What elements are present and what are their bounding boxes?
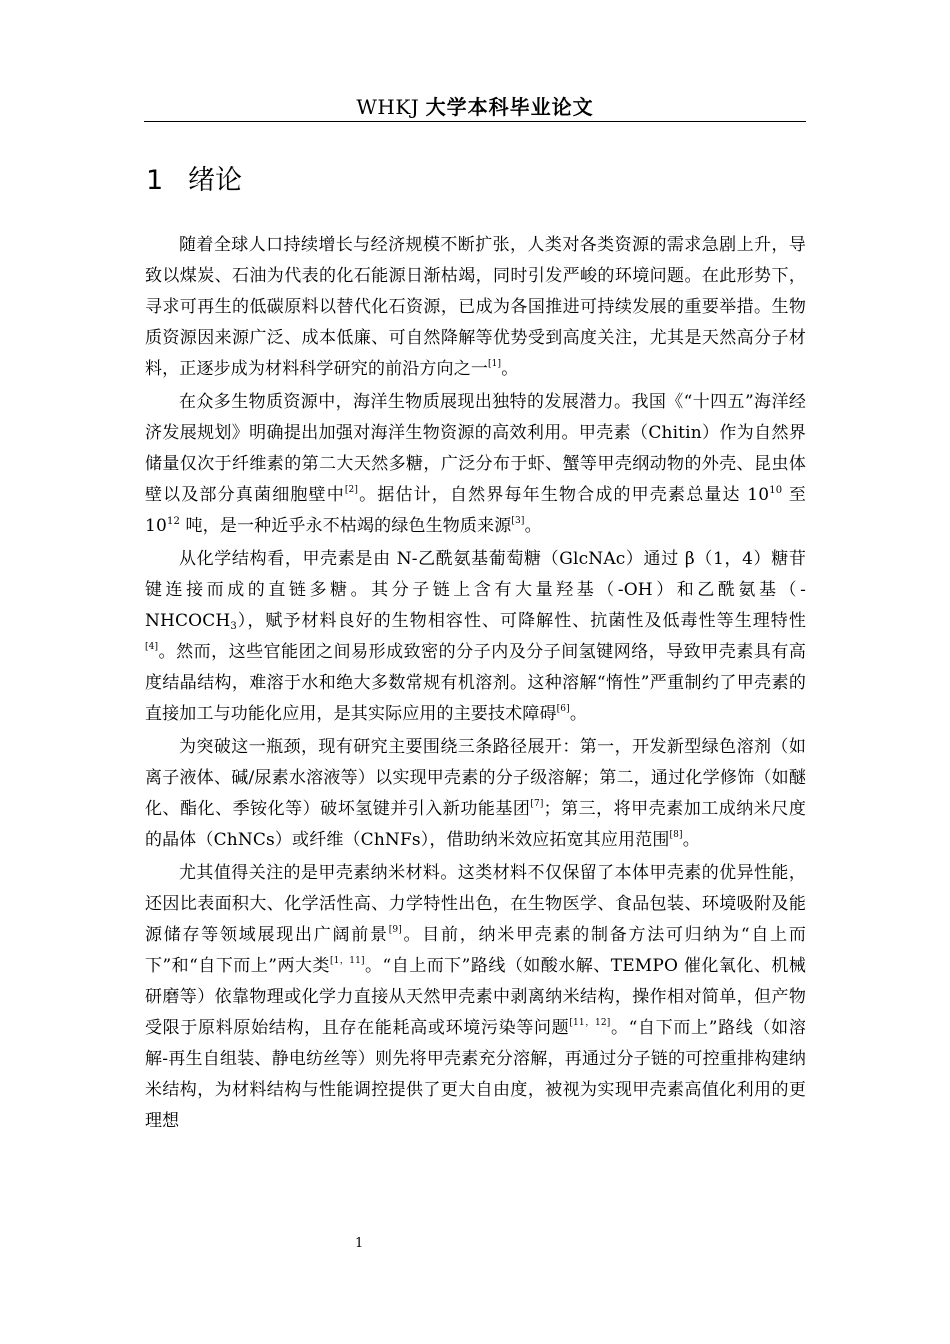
paragraph-2 — [145, 387, 806, 542]
text-run: 。 — [501, 359, 519, 379]
citation: [6] — [556, 704, 570, 714]
text-run: 。据估计，自然界每年生物合成的甲壳素总量达 10 — [358, 485, 770, 505]
citation: [1] — [488, 359, 502, 369]
citation: [3] — [511, 516, 525, 526]
text-run: 为突破这一瓶颈，现有研究主要围绕三条路径展开：第一，开发新型绿色溶剂（如离子液体、碱/尿素水溶液等）以实现甲壳素的分子级溶解；第二，通过化学修饰（如醚化、酯化、季铵化等）破坏氢键并引入新功能基团 — [145, 737, 806, 819]
text-run: 。 — [524, 516, 542, 536]
citation: [9] — [388, 925, 402, 935]
text-run: 在众多生物质资源中，海洋生物质展现出独特的发展潜力。我国《“十四五”海洋经济发展规划》明确提出加强对海洋生物资源的高效利用。甲壳素（Chitin）作为自然界储量仅次于纤维素的第二大天然多糖，广泛分布于虾、蟹等甲壳纲动物的外壳、昆虫体壁以及部分真菌细胞壁中 — [145, 392, 806, 505]
paragraph-3 — [145, 544, 806, 730]
citation: [4] — [145, 642, 159, 652]
header-title: 大学本科毕业论文 — [425, 95, 594, 119]
text-run: 尤其值得关注的是甲壳素纳米材料。这类材料不仅保留了本体甲壳素的优异性能，还因比表面积大、化学活性高、力学特性出色，在生物医学、食品包装、环境吸附及能源储存等领域展现出广阔前景 — [145, 863, 806, 945]
subscript: 3 — [230, 621, 237, 632]
header-rule — [144, 121, 806, 122]
citation: [2] — [344, 485, 359, 495]
text-run: 从化学结构看，甲壳素是由 N-乙酰氨基葡萄糖（GlcNAc）通过 β（1，4）糖苷键连接而成的直链多糖。其分子链上含有大量羟基（-OH）和乙酰氨基（-NHCOCH — [145, 549, 806, 631]
text-run: 。 — [682, 830, 700, 850]
text-run: 。目前，纳米甲壳素的制备方法可归纳为“自上而下”和“自下而上”两大类 — [145, 925, 806, 976]
citation: [1，11] — [329, 956, 365, 966]
text-run: ；第三，将甲壳素加工成纳米尺度的晶体（ChNCs）或纤维（ChNFs），借助纳米效应拓宽其应用范围 — [145, 799, 806, 850]
text-run: 至 10 — [145, 485, 806, 536]
text-run: 。然而，这些官能团之间易形成致密的分子内及分子间氢键网络，导致甲壳素具有高度结晶结构，难溶于水和绝大多数常规有机溶剂。这种溶解“惰性”严重制约了甲壳素的直接加工与功能化应用，是其实际应用的主要技术障碍 — [145, 642, 806, 724]
page-number: 1 — [355, 1236, 364, 1251]
text-run: 。“自上而下”路线（如酸水解、TEMPO 催化氧化、机械研磨等）依靠物理或化学力直接从天然甲壳素中剥离纳米结构，操作相对简单，但产物受限于原料原始结构，且存在能耗高或环境污染等问题 — [145, 956, 807, 1038]
citation: [11，12] — [569, 1018, 611, 1028]
text-run: ），赋予材料良好的生物相容性、可降解性、抗菌性及低毒性等生理特性 — [236, 611, 806, 631]
section-number: 1 — [146, 165, 164, 196]
paragraph-4 — [145, 732, 806, 856]
running-header — [144, 94, 806, 120]
text-run: 。“自下而上”路线（如溶解-再生自组装、静电纺丝等）则先将甲壳素充分溶解，再通过分子链的可控重排构建纳米结构，为材料结构与性能调控提供了更大自由度，被视为实现甲壳素高值化利用的更理想 — [145, 1018, 806, 1131]
paragraph-5 — [145, 858, 806, 1137]
section-title: 绪论 — [188, 165, 242, 196]
section-heading — [146, 163, 242, 199]
citation: [8] — [669, 830, 683, 840]
text-run: 吨，是一种近乎永不枯竭的绿色生物质来源 — [179, 516, 512, 536]
citation: [7] — [530, 799, 544, 809]
paragraph-1 — [145, 230, 806, 385]
exponent: 10 — [769, 485, 783, 496]
exponent: 12 — [166, 516, 180, 527]
text-run: 随着全球人口持续增长与经济规模不断扩张，人类对各类资源的需求急剧上升，导致以煤炭、石油为代表的化石能源日渐枯竭，同时引发严峻的环境问题。在此形势下，寻求可再生的低碳原料以替代化石资源，已成为各国推进可持续发展的重要举措。生物质资源因来源广泛、成本低廉、可自然降解等优势受到高度关注，尤其是天然高分子材料，正逐步成为材料科学研究的前沿方向之一 — [145, 235, 806, 379]
body-text — [145, 230, 806, 1139]
header-mark: WHKJ — [356, 95, 420, 119]
text-run: 。 — [569, 704, 587, 724]
